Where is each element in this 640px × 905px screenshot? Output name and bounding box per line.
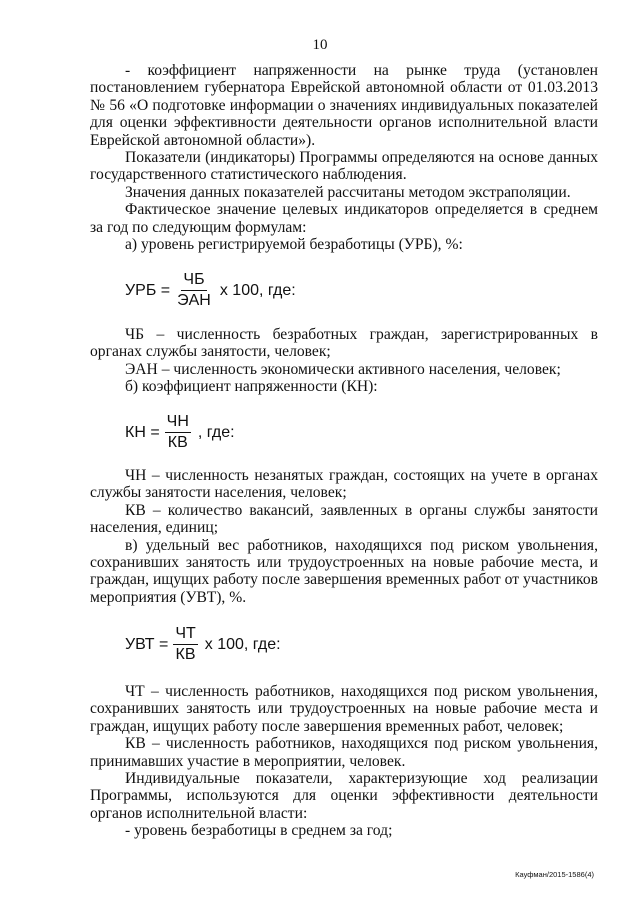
paragraph-extrapolation: Значения данных показателей рассчитаны методом экстраполяции. — [125, 183, 571, 201]
paragraph-ean-def: ЭАН – численность экономически активного населения, человек; — [125, 360, 561, 378]
paragraph-item-b: б) коэффициент напряженности (КН): — [125, 378, 378, 396]
paragraph-chn-def: ЧН – численность незанятых граждан, состоящих на учете в органах службы занятости населения, человек; — [90, 467, 598, 502]
paragraph-kv-def: КВ – количество вакансий, заявленных в органы службы занятости населения, единиц; — [90, 501, 598, 537]
text-block-3 — [90, 467, 598, 606]
text-block-1 — [90, 62, 598, 253]
paragraph-chb-def: ЧБ – численность безработных граждан, зарегистрированных в органах службы занятости, человек; — [90, 326, 598, 361]
formula-kn-tail: , где: — [197, 423, 235, 441]
footer-reference: Кауфман/2015-1586(4) — [515, 870, 594, 879]
formula-kn-fraction — [165, 412, 191, 453]
formula-kn-denominator: КВ — [167, 434, 188, 451]
paragraph-individual-indicators: Индивидуальные показатели, характеризующие ход реализации Программы, используются для оценки эффективности деятельности органов исполнительной власти: — [90, 770, 598, 822]
page-number: 10 — [312, 37, 328, 53]
formula-urb — [125, 270, 296, 311]
paragraph-unemployment-level: - уровень безработицы в среднем за год; — [125, 822, 393, 840]
paragraph-indicators: Показатели (индикаторы) Программы определяются на основе данных государственного статистического наблюдения. — [90, 149, 598, 184]
formula-uvt-fraction — [173, 624, 197, 665]
paragraph-item-v: в) удельный вес работников, находящихся под риском увольнения, сохранивших занятость или трудоустроенных на новые рабочие места, и граждан, ищущих работу после завершения временных работ от участников мероприятия (УВТ), %. — [90, 536, 598, 606]
formula-uvt-tail: х 100, где: — [204, 635, 281, 653]
formula-urb-denominator: ЭАН — [177, 292, 211, 309]
text-block-4 — [90, 683, 598, 840]
paragraph-kv-workers-def: КВ – численность работников, находящихся под риском увольнения, принимавших участие в мероприятии, человек. — [90, 735, 598, 770]
paragraph-cht-def: ЧТ – численность работников, находящихся под риском увольнения, сохранивших занятость или трудоустроенных на новые рабочие места и граждан, ищущих работу после завершения временных работ, человек; — [90, 683, 598, 735]
formula-uvt-numerator: ЧТ — [173, 624, 197, 645]
formula-urb-tail: х 100, где: — [219, 281, 296, 299]
formula-kn-numerator: ЧН — [165, 412, 191, 433]
paragraph-coefficient: - коэффициент напряженности на рынке труда (установлен постановлением губернатора Еврейской автономной области от 01.03.2013 № 56 «О подготовке информации о значениях индивидуальных показателей для оценки эффективности деятельности органов исполнительной власти Еврейской автономной области»). — [90, 62, 598, 149]
formula-uvt-lhs: УВТ = — [125, 635, 169, 653]
formula-kn — [125, 412, 235, 453]
formula-urb-numerator: ЧБ — [181, 270, 206, 291]
formula-urb-lhs: УРБ = — [125, 281, 171, 299]
paragraph-item-a: а) уровень регистрируемой безработицы (УРБ), %: — [125, 236, 463, 254]
paragraph-actual-value: Фактическое значение целевых индикаторов определяется в среднем за год по следующим формулам: — [90, 201, 598, 236]
formula-uvt-denominator: КВ — [175, 646, 196, 663]
text-block-2 — [90, 326, 598, 396]
formula-uvt — [125, 624, 281, 665]
formula-kn-lhs: КН = — [125, 423, 160, 441]
formula-urb-fraction — [175, 270, 213, 311]
